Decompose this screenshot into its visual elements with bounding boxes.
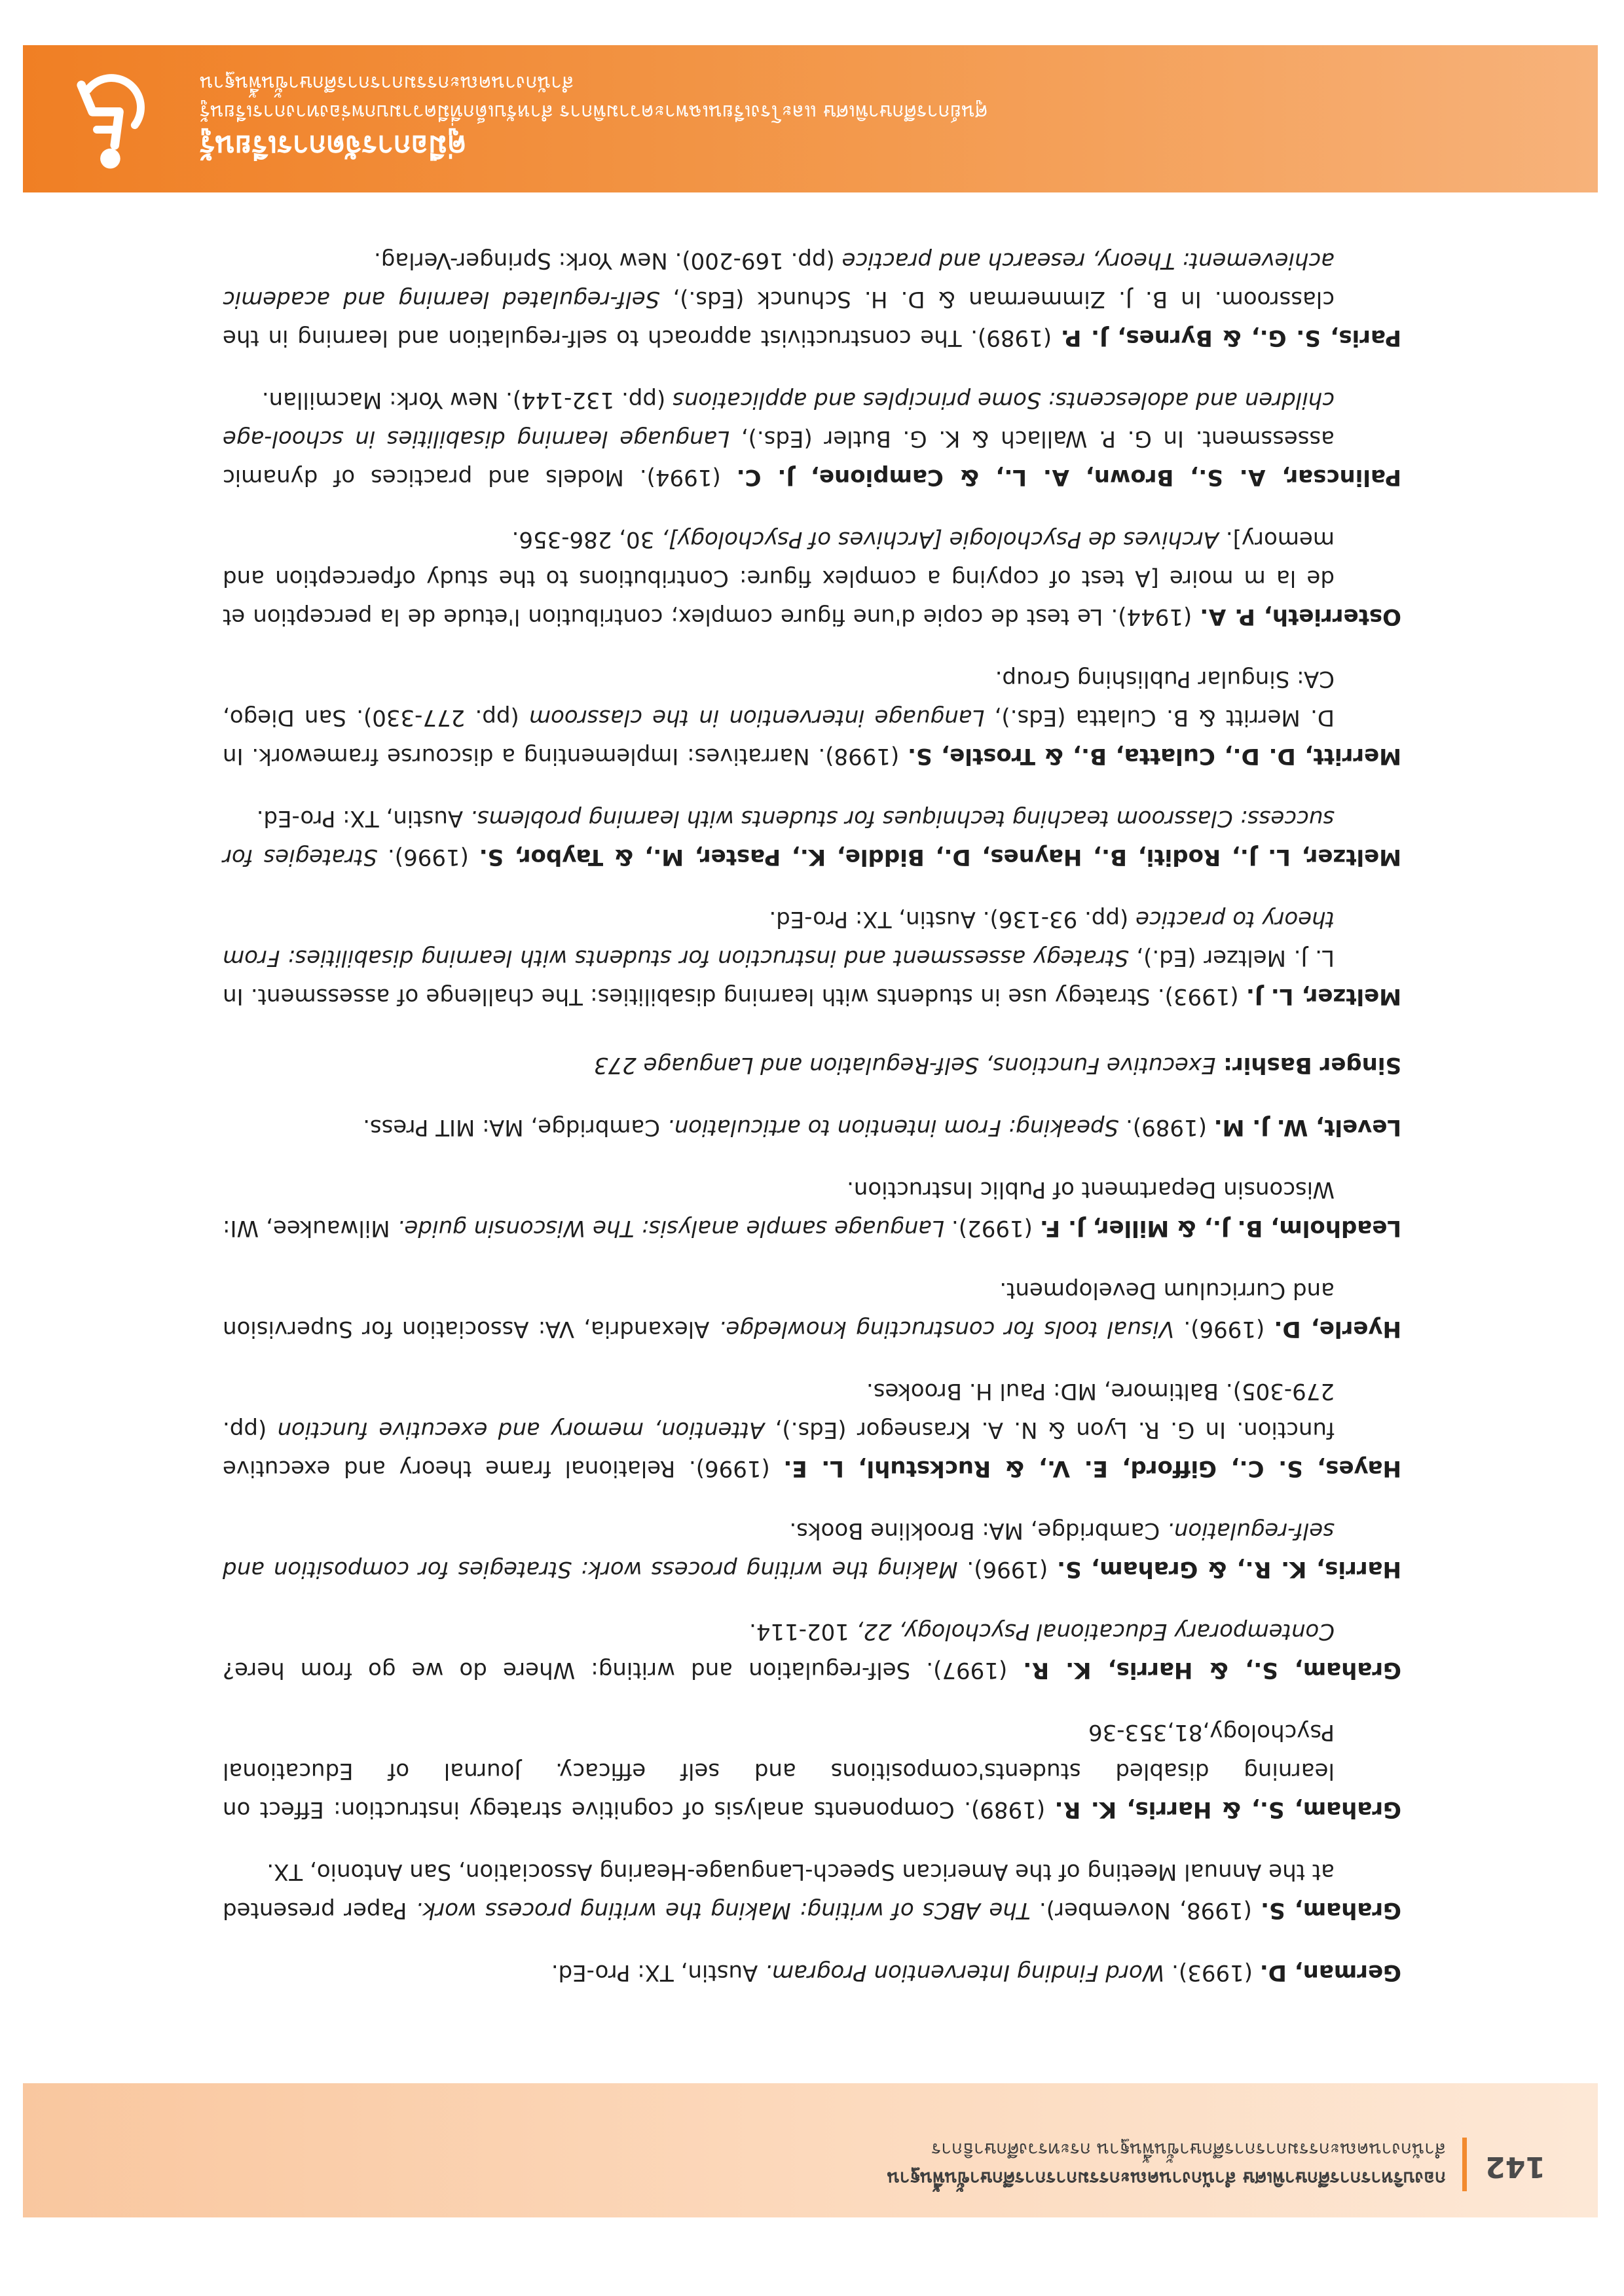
- reference-title: The ABCs of writing: Making the writing process work.: [415, 1897, 1031, 1923]
- running-header-line: [223, 1046, 1401, 1084]
- reference-title: Making the writing process work: Strategies for composition and self-regulation.: [223, 1518, 1335, 1582]
- reference-text: (pp. 132-144). New York: Macmillan.: [261, 387, 673, 413]
- footer-text: [200, 68, 987, 165]
- reference-text: Austin, TX: Pro-Ed.: [256, 805, 470, 831]
- reference-entry: [223, 520, 1401, 636]
- reference-text: (1989).: [1118, 1114, 1214, 1140]
- reference-title: Language sample analysis: The Wisconsin guide.: [397, 1215, 944, 1241]
- reference-title: Strategies for success: Classroom teaching techniques for students with learning problems.: [223, 805, 1335, 870]
- reference-text: (1998). Narratives: Implementing a discourse framework. In D. Merritt & B. Culatta (Eds.),: [223, 704, 1335, 769]
- reference-title: Strategy assessment and instruction for students with learning disabilities: From theory to practice: [223, 906, 1335, 971]
- reference-title: Visual tools for constructing knowledge.: [718, 1316, 1175, 1342]
- footer-line-1: ศูนย์การศึกษาพิเศษ และโรงเรียนเฉพาะความพิการ สำหรับเด็กที่มีความบกพร่องทางการเรียนรู้: [200, 100, 987, 123]
- reference-text: (pp. 279-305). Baltimore, MD: Paul H. Brookes.: [223, 1378, 1335, 1443]
- reference-entry: [223, 1271, 1401, 1348]
- reference-title: Attention, memory and executive function: [277, 1417, 765, 1443]
- reference-text: (1996). Relational frame theory and executive function. In G. R. Lyon & N. A. Krasnegor (Eds.),: [223, 1417, 1335, 1482]
- reference-authors: Palincsar, A. S., Brown, A. L., & Campione, J. C.: [736, 464, 1401, 490]
- reference-authors: Paris, S. G., & Byrnes, J. P.: [1060, 325, 1401, 351]
- reference-entry: [223, 900, 1401, 1015]
- reference-text: (1996).: [957, 1556, 1058, 1582]
- reference-text: (1996).: [1174, 1316, 1274, 1342]
- reference-entry: [223, 799, 1401, 876]
- page-footer-band: [23, 45, 1598, 192]
- reference-entry: [223, 1511, 1401, 1588]
- reference-title: Self-regulated learning and academic achievement: Theory, research and practice: [223, 247, 1335, 312]
- reference-text: (1944). Le test de copie d'une figure complex; contribution l'etude de la perception et de la m moire [A test of copying a complex figure: Contributions to the study ofperception and memory].: [223, 526, 1335, 630]
- reference-text: (1989). The constructivist approach to self-regulation and learning in the classroom. In B. J. Zimmerman & D. H. Schunck (Eds.),: [223, 286, 1335, 351]
- reference-text: Austin, TX: Pro-Ed.: [551, 1959, 766, 1986]
- reference-entry: [223, 380, 1401, 496]
- reference-entry: [223, 659, 1401, 775]
- reference-text: (1997). Self-regulation and writing: Where do we go from here?: [223, 1657, 1024, 1683]
- reference-authors: Merritt, D. D., Culatta, B., & Trostle, S.: [908, 743, 1401, 769]
- reference-text: Alexandria, VA: Association for Supervision and Curriculum Development.: [223, 1277, 1335, 1342]
- reference-text: (1996).: [377, 844, 479, 870]
- reference-text: (pp. 93-136). Austin, TX: Pro-Ed.: [769, 906, 1136, 932]
- reference-entry: [223, 1170, 1401, 1247]
- reference-entry: [223, 1612, 1401, 1689]
- reference-title: Executive Functions, Self-Regulation and Language 273: [593, 1052, 1216, 1078]
- reference-authors: Meltzer, L. J., Roditi, B., Haynes, D., Biddle, K., Paster, M., & Taybor, S.: [479, 844, 1401, 870]
- reference-text: (1998, November).: [1030, 1897, 1261, 1923]
- reference-title: Language intervention in the classroom: [528, 704, 985, 731]
- footer-line-2: สำนักงานคณะกรรมการการศึกษาขั้นพื้นฐาน: [200, 71, 574, 94]
- reference-text: (pp. 277-330). San Diego, CA: Singular Publishing Group.: [223, 666, 1335, 731]
- reference-authors: Hayes, S. C., Gifford, E. V., & Ruckstuhl, L. E.: [783, 1455, 1401, 1482]
- wheelchair-icon: [64, 63, 175, 174]
- header-text: [887, 2135, 1446, 2193]
- reference-text: (1993). Strategy use in students with learning disabilities: The challenge of assessment. In L. J. Meltzer (Ed.),: [223, 945, 1335, 1010]
- footer-title: คู่มือการจัดการเรียนรู้: [200, 129, 467, 162]
- reference-text: (1992).: [944, 1215, 1040, 1241]
- reference-entry: [223, 1713, 1401, 1829]
- reference-text: (1989). Components analysis of cognitive strategy instruction: Effect on learning disabled students'compositions and self efficacy. Journal of Educational Psychology,81,353-36: [223, 1719, 1335, 1823]
- reference-entry: [223, 1953, 1401, 1992]
- reference-entry: [223, 1372, 1401, 1487]
- reference-title: Language learning disabilities in school-age children and adolescents: Some principles and applications: [223, 387, 1335, 452]
- reference-title: Word Finding Intervention Program.: [765, 1959, 1165, 1986]
- header-line-1: กองบริหารการศึกษาพิเศษ สำนักงานคณะกรรมการการศึกษาขั้นพื้นฐาน: [887, 2168, 1446, 2189]
- reference-authors: Leadholm, B. J., & Miller, J. F.: [1039, 1215, 1401, 1241]
- reference-text: (pp. 169-200). New York: Springer-Verlag.: [373, 247, 842, 274]
- reference-title: Speaking: From intention to articulation.: [667, 1114, 1119, 1140]
- reference-text: Cambridge, MA: Brookline Books.: [789, 1518, 1168, 1544]
- reference-authors: Hyerle, D.: [1274, 1316, 1401, 1342]
- reference-authors: Graham, S., & Harris, K. R.: [1054, 1796, 1401, 1823]
- reference-entry: [223, 1852, 1401, 1929]
- header-line-2: สำนักงานคณะกรรมการการศึกษาขั้นพื้นฐาน กระทรวงศึกษาธิการ: [931, 2139, 1446, 2160]
- reference-title: Archives de Psychologie [Archives of Psychology],: [661, 526, 1219, 553]
- page-number: 142: [1485, 2150, 1545, 2183]
- reference-text: 102-114.: [749, 1618, 857, 1645]
- page-header-band: [23, 2083, 1598, 2217]
- reference-authors: Graham, S.: [1261, 1897, 1401, 1923]
- reference-authors: Graham, S., & Harris, K. R.: [1023, 1657, 1401, 1683]
- reference-text: 30, 286-356.: [511, 526, 662, 553]
- reference-title: Contemporary Educational Psychology, 22,: [856, 1618, 1335, 1645]
- reference-list: [223, 217, 1401, 1992]
- reference-text: (1994). Models and practices of dynamic assessment. In G. P. Wallach & K. G. Butler (Eds.),: [223, 426, 1335, 490]
- reference-text: Paper presented at the Annual Meeting of the American Speech-Language-Hearing Association, San Antonio, TX.: [223, 1859, 1335, 1923]
- reference-entry: [223, 241, 1401, 357]
- reference-text: Milwaukee, WI: Wisconsin Department of Public Instruction.: [222, 1176, 1335, 1241]
- reference-authors: German, D.: [1259, 1959, 1401, 1986]
- reference-text: (1993).: [1164, 1959, 1260, 1986]
- reference-authors: Meltzer, L. J.: [1246, 983, 1401, 1010]
- reference-authors: Levelt, W. J. M.: [1213, 1114, 1401, 1140]
- reference-authors: Harris, K. R., & Graham, S.: [1057, 1556, 1401, 1582]
- header-divider: [1462, 2138, 1467, 2191]
- reference-entry: [223, 1108, 1401, 1146]
- reference-authors: Osterrieth, P. A.: [1200, 604, 1401, 630]
- reference-text: Cambridge, MA: MIT Press.: [363, 1114, 667, 1140]
- reference-authors: Singer Bashir:: [1215, 1052, 1401, 1078]
